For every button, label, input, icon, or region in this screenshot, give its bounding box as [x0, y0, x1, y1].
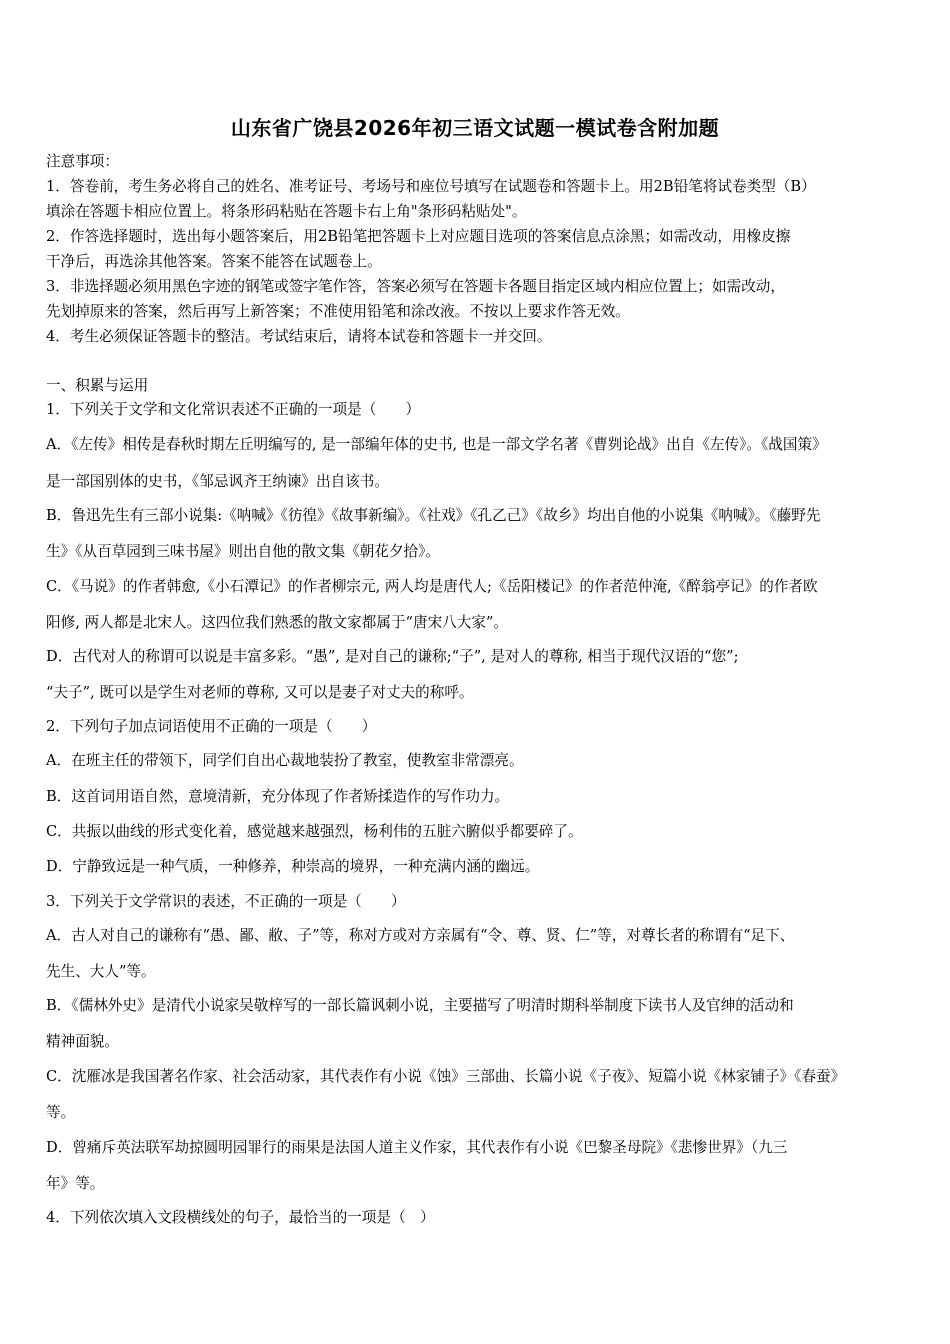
- q1-option-a-cont: 是一部国别体的史书，《邹忌讽齐王纳谏》出自该书。: [46, 473, 389, 490]
- q3-option-d-cont: 年》等。: [46, 1175, 105, 1192]
- q1-option-d: D．古代对人的称谓可以说是丰富多彩。“愚”, 是对自己的谦称;“子”, 是对人的尊称, 相当于现代汉语的“您”;: [46, 648, 739, 665]
- section-heading: 一、积累与运用: [46, 377, 149, 394]
- notice-line: 1．答卷前，考生务必将自己的姓名、准考证号、考场号和座位号填写在试题卷和答题卡上。用2B铅笔将试卷类型（B）: [46, 178, 816, 195]
- q3-option-b: B．《儒林外史》是清代小说家吴敬梓写的一部长篇讽刺小说，主要描写了明清时期科举制度下读书人及官绅的活动和: [46, 997, 794, 1014]
- notice-line: 4．考生必须保证答题卡的整洁。考试结束后，请将本试卷和答题卡一并交回。: [46, 328, 552, 345]
- q3-option-d: D．曾痛斥英法联军劫掠圆明园罪行的雨果是法国人道主义作家，其代表作有小说《巴黎圣母院》《悲惨世界》（九三: [46, 1139, 788, 1156]
- q3-option-b-cont: 精神面貌。: [46, 1033, 119, 1050]
- question-2-stem: 2．下列句子加点词语使用不正确的一项是（ ）: [46, 718, 377, 735]
- question-1-stem: 1．下列关于文学和文化常识表述不正确的一项是（ ）: [46, 401, 421, 418]
- question-3-stem: 3．下列关于文学常识的表述，不正确的一项是（ ）: [46, 893, 406, 910]
- q1-option-b: B．鲁迅先生有三部小说集:《呐喊》《彷徨》《故事新编》。《社戏》《孔乙己》《故乡》均出自他的小说集《呐喊》。《藤野先: [46, 507, 821, 524]
- notice-line: 3．非选择题必须用黑色字迹的钢笔或签字笔作答，答案必须写在答题卡各题目指定区域内相应位置上；如需改动，: [46, 278, 785, 295]
- notice-heading: 注意事项：: [46, 153, 119, 170]
- q1-option-b-cont: 生》《从百草园到三味书屋》则出自他的散文集《朝花夕拾》。: [46, 543, 441, 560]
- notice-line: 2．作答选择题时，选出每小题答案后，用2B铅笔把答题卡上对应题目选项的答案信息点涂黑；如需改动，用橡皮擦: [46, 228, 791, 245]
- q3-option-a: A．古人对自己的谦称有“愚、鄙、敝、子”等，称对方或对方亲属有“令、尊、贤、仁”等，对尊长者的称谓有“足下、: [46, 927, 795, 944]
- q1-option-a: A．《左传》相传是春秋时期左丘明编写的, 是一部编年体的史书, 也是一部文学名著《曹刿论战》出自《左传》。《战国策》: [46, 436, 827, 453]
- q2-option-a: A．在班主任的带领下，同学们自出心裁地装扮了教室，使教室非常漂亮。: [46, 752, 524, 769]
- q2-option-d: D．宁静致远是一种气质，一种修养，种崇高的境界，一种充满内涵的幽远。: [46, 858, 540, 875]
- q3-option-c: C．沈雁冰是我国著名作家、社会活动家，其代表作有小说《蚀》三部曲、长篇小说《子夜》、短篇小说《林家铺子》《春蚕》: [46, 1068, 846, 1085]
- q3-option-a-cont: 先生、大人”等。: [46, 963, 156, 980]
- notice-line: 填涂在答题卡相应位置上。将条形码粘贴在答题卡右上角"条形码粘贴处"。: [46, 203, 527, 220]
- q1-option-d-cont: “夫子”, 既可以是学生对老师的尊称, 又可以是妻子对丈夫的称呼。: [46, 684, 474, 701]
- q2-option-b: B．这首词用语自然，意境清新，充分体现了作者矫揉造作的写作功力。: [46, 788, 510, 805]
- notice-line: 干净后，再选涂其他答案。答案不能答在试题卷上。: [46, 253, 382, 270]
- q1-option-c: C．《马说》的作者韩愈,《小石潭记》的作者柳宗元, 两人均是唐代人;《岳阳楼记》的作者范仲淹,《醉翁亭记》的作者欧: [46, 578, 818, 595]
- q2-option-c: C．共振以曲线的形式变化着，感觉越来越强烈，杨利伟的五脏六腑似乎都要碎了。: [46, 823, 583, 840]
- question-4-stem: 4．下列依次填入文段横线处的句子，最恰当的一项是（ ）: [46, 1209, 435, 1226]
- notice-line: 先划掉原来的答案，然后再写上新答案；不准使用铅笔和涂改液。不按以上要求作答无效。: [46, 303, 630, 320]
- q1-option-c-cont: 阳修, 两人都是北宋人。这四位我们熟悉的散文家都属于“唐宋八大家”。: [46, 614, 509, 631]
- q3-option-c-cont: 等。: [46, 1104, 76, 1121]
- page-title: 山东省广饶县2026年初三语文试题一模试卷含附加题: [230, 116, 720, 140]
